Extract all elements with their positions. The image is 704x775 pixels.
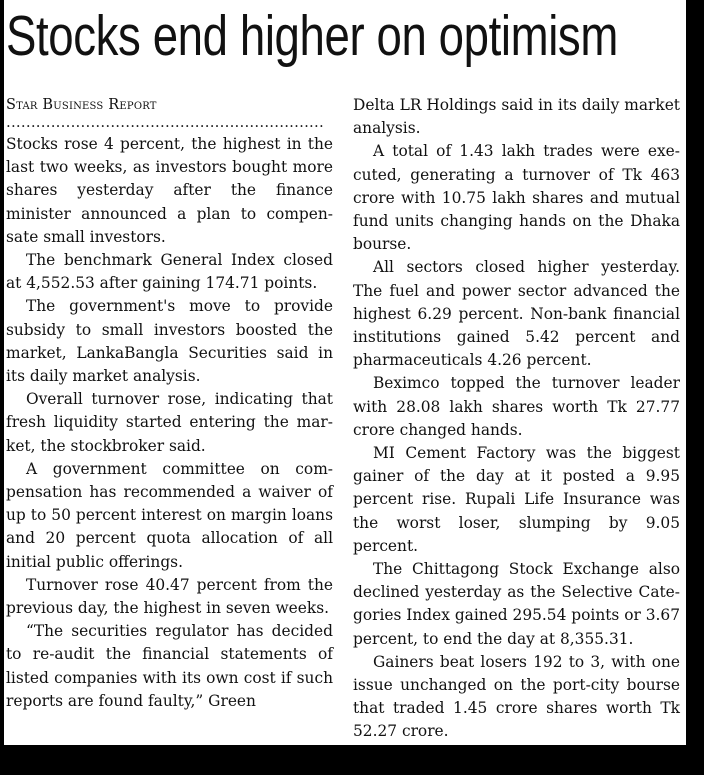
byline: Star Business Report [6,97,157,113]
article-column-1 [6,94,333,713]
paragraph: Turnover rose 40.47 percent from the previous day, the highest in seven weeks. [6,575,333,618]
paragraph: All sectors closed higher yesterday. The fuel and power sector advanced the highest 6.29 percent. Non-bank financial institutions gained 5.42 percent and pharmaceuticals 4.26 percent. [353,258,680,370]
article-column-2 [353,94,680,744]
headline: Stocks end higher on optimism [6,4,618,68]
paragraph: Gainers beat losers 192 to 3, with one issue unchanged on the port-city bourse that traded 1.45 crore shares worth Tk 52.27 crore. [353,652,680,741]
paragraph: MI Cement Factory was the biggest gainer of the day at it posted a 9.95 percent rise. Rupali Life Insurance was the worst loser, slumping by 9.05 percent. [353,444,680,555]
paragraph: Delta LR Holdings said in its daily market analysis. [353,96,680,138]
paragraph: A government committee on compensation has recommended a waiver of up to 50 percent interest on margin loans and 20 percent quota allocation of all initial public offerings. [6,459,333,571]
paragraph: The government's move to provide subsidy to small investors boosted the market, LankaBangla Securities said in its daily market analysis. [6,297,333,386]
news-clipping [4,0,695,745]
paragraph: “The securities regulator has decided to re-audit the financial statements of listed companies with its own cost if such reports are found faulty,” Green [6,622,333,710]
paragraph: The benchmark General Index closed at 4,552.53 after gaining 174.71 points. [6,251,333,293]
page-edge [686,0,695,745]
paragraph: The Chittagong Stock Exchange also declined yesterday as the Selective Categories Index gained 295.54 points or 3.67 percent, to end the day at 8,355.31. [353,560,680,648]
byline-divider: ................................................................ [6,117,324,131]
bottom-border [0,745,704,775]
paragraph: Beximco topped the turnover leader with 28.08 lakh shares worth Tk 27.77 crore changed hands. [353,374,680,439]
paragraph: A total of 1.43 lakh trades were executed, generating a turnover of Tk 463 crore with 10.75 lakh shares and mutual fund units changing hands on the Dhaka bourse. [353,142,680,254]
paragraph: Stocks rose 4 percent, the highest in the last two weeks, as investors bought more shares yesterday after the finance minister announced a plan to compensate small investors. [6,135,333,246]
paragraph: Overall turnover rose, indicating that fresh liquidity started entering the market, the stockbroker said. [6,390,333,455]
